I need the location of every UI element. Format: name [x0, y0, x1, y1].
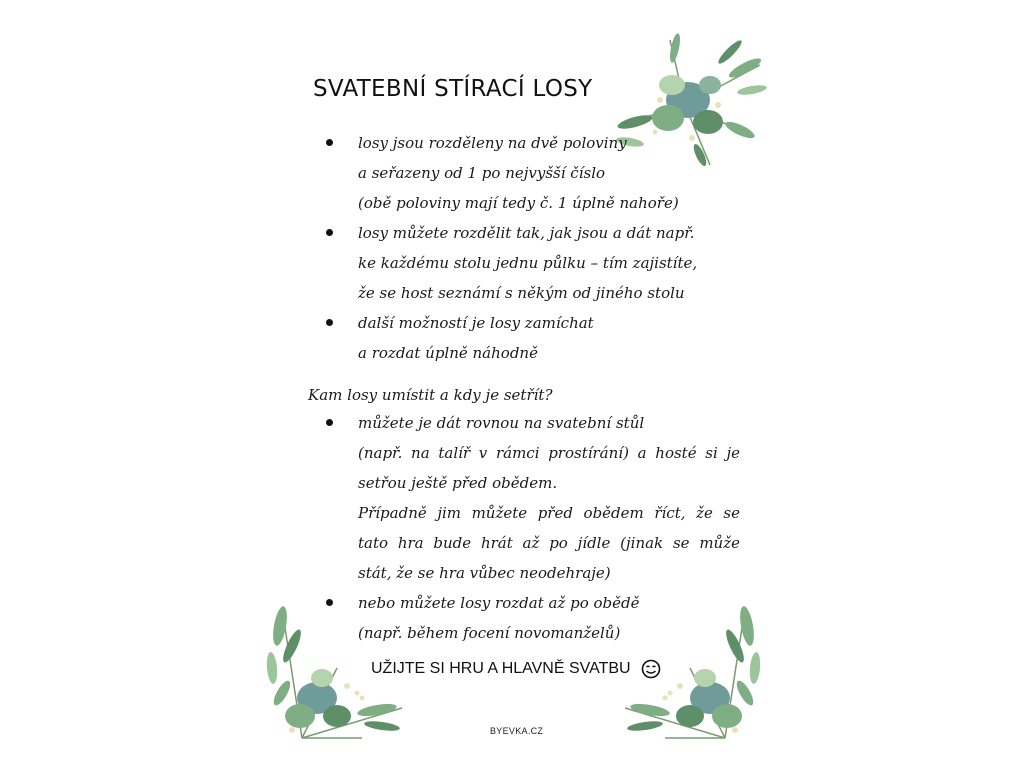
text-line: losy jsou rozděleny na dvě poloviny	[358, 134, 627, 152]
footer-brand: BYEVKA.CZ	[490, 726, 544, 736]
text-line: a seřazeny od 1 po nejvyšší číslo	[358, 164, 606, 182]
page-title: SVATEBNÍ STÍRACÍ LOSY	[313, 76, 593, 102]
list-item	[358, 308, 740, 368]
closing-line	[371, 655, 661, 683]
list-item	[358, 408, 740, 588]
text-line: a rozdat úplně náhodně	[358, 344, 538, 362]
bullet-icon	[326, 599, 333, 606]
text-line: můžete je dát rovnou na svatební stůl	[358, 414, 645, 432]
smiley-icon	[641, 659, 661, 679]
list-item	[358, 588, 740, 648]
bullet-icon	[326, 419, 333, 426]
text-line: losy můžete rozdělit tak, jak jsou a dát např.	[358, 224, 695, 242]
text-line: setřou ještě před obědem.	[358, 474, 558, 492]
list-item	[358, 128, 740, 218]
text-line: Případně jim můžete před obědem říct, že se	[358, 504, 740, 522]
closing-text: UŽIJTE SI HRU A HLAVNĚ SVATBU	[371, 660, 631, 677]
section-question: Kam losy umístit a kdy je setřít?	[308, 386, 553, 404]
text-line: že se host seznámí s někým od jiného stolu	[358, 284, 685, 302]
text-line: stát, že se hra vůbec neodehraje)	[358, 564, 611, 582]
list-item	[358, 218, 740, 308]
bullet-icon	[326, 229, 333, 236]
text-line: (např. během focení novomanželů)	[358, 624, 621, 642]
text-line: nebo můžete losy rozdat až po obědě	[358, 594, 640, 612]
text-line: další možností je losy zamíchat	[358, 314, 594, 332]
text-line: ke každému stolu jednu půlku – tím zajistíte,	[358, 254, 698, 272]
bullet-icon	[326, 319, 333, 326]
instructions-list	[358, 128, 740, 368]
text-line: tato hra bude hrát až po jídle (jinak se může	[358, 534, 740, 552]
text-line: (např. na talíř v rámci prostírání) a hosté si je	[358, 444, 740, 462]
placement-list	[358, 408, 740, 648]
bullet-icon	[326, 139, 333, 146]
text-line: (obě poloviny mají tedy č. 1 úplně nahoře)	[358, 194, 679, 212]
